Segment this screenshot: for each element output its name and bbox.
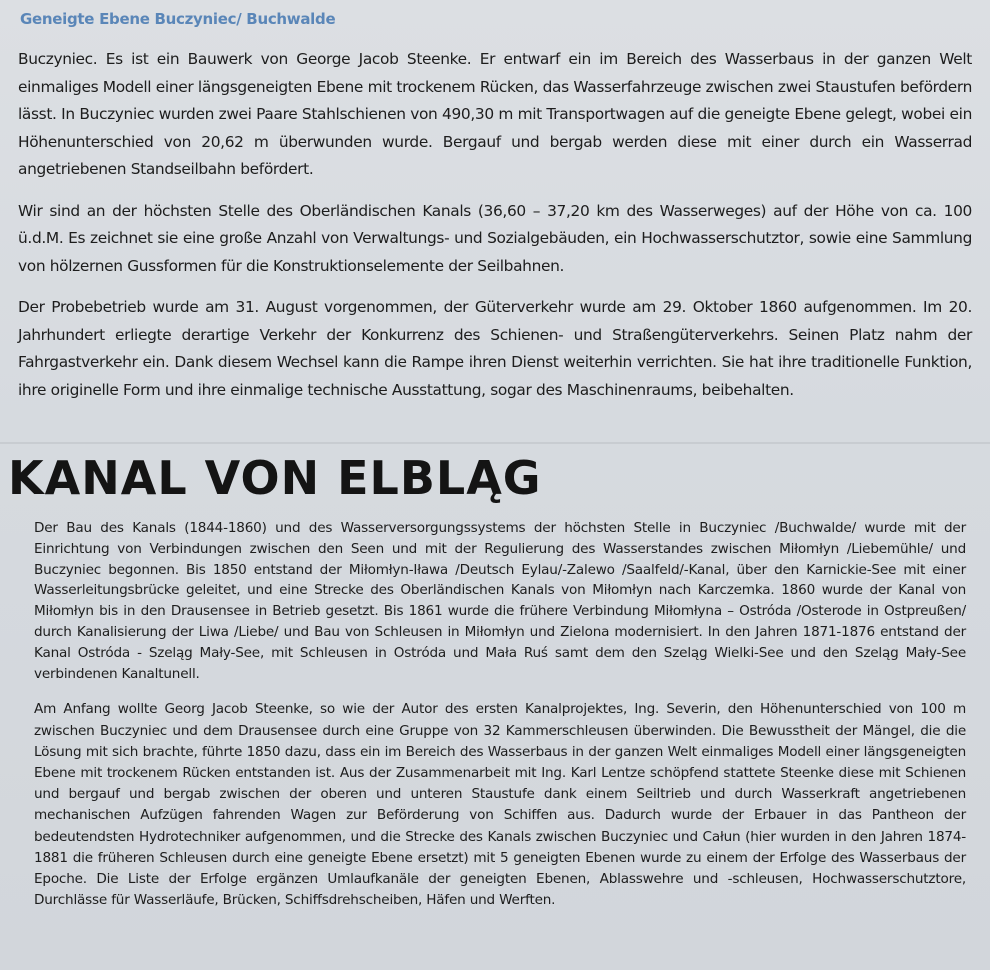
page-title: KANAL VON ELBLĄG — [8, 451, 542, 505]
paragraph-canal-construction: Der Bau des Kanals (1844-1860) und des Wasserversorgungssystems der höchsten Stelle in Buczyniec /Buchwalde/ wurde mit der Einrichtung von Verbindungen zwischen den Seen und mit der Regulierung des Wasserstandes zwischen Miłomłyn /Liebemühle/ und Buczyniec begonnen. Bis 1850 entstand der Miłomłyn-Iława /Deutsch Eylau/-Zalewo /Saalfeld/-Kanal, über den Karnickie-See mit einer Wasserleitungsbrücke geleitet, und eine Strecke des Oberländischen Kanals von Miłomłyn nach Karczemka. 1860 wurde der Kanal von Miłomłyn bis in den Drausensee in Betrieb gesetzt. Bis 1861 wurde die frühere Verbindung Miłomłyna – Ostróda /Osterode in Ostpreußen/ durch Kanalisierung der Liwa /Liebe/ und Bau von Schleusen in Miłomłyn und Zielona modernisiert. In den Jahren 1871-1876 entstand der Kanal Ostróda - Szeląg Mały-See, mit Schleusen in Ostróda und Mała Ruś samt dem den Szeląg Wielki-See und den Szeląg Mały-See verbindenen Kanaltunell. — [34, 520, 966, 682]
section-subtitle: Geneigte Ebene Buczyniec/ Buchwalde — [20, 10, 336, 28]
paragraph-steenke: Am Anfang wollte Georg Jacob Steenke, so wie der Autor des ersten Kanalprojektes, Ing. Severin, den Höhenunterschied von 100 m zwischen Buczyniec und dem Drausensee durch eine Gruppe von 32 Kammerschleusen überwinden. Die Bewusstheit der Mängel, die die Lösung mit sich brachte, führte 1850 dazu, dass ein im Bereich des Wasserbaus in der ganzen Welt einmaliges Modell einer längsgeneigten Ebene mit trockenem Rücken entstanden ist. Aus der Zusammenarbeit mit Ing. Karl Lentze schöpfend stattete Steenke diese mit Schienen und bergauf und bergab zwischen der oberen und unteren Staustufe dank einem Seiltrieb und durch Wasserkraft angetriebenen mechanischen Aufzügen fahrenden Wagen zur Beförderung von Schiffen aus. Dadurch wurde der Erbauer in das Pantheon der bedeutendsten Hydrotechniker aufgenommen, und die Strecke des Kanals zwischen Buczyniec und Całun (hier wurden in den Jahren 1874-1881 die früheren Schleusen durch eine geneigte Ebene ersetzt) mit 5 geneigten Ebenen wurde zu einem der Erfolge des Wasserbaus der Epoche. Die Liste der Erfolge ergänzen Umlaufkanäle der geneigten Ebenen, Ablasswehre und -schleusen, Hochwasserschutztore, Durchlässe für Wasserläufe, Brücken, Schiffsdrehscheiben, Häfen und Werften. — [34, 701, 966, 909]
top-section — [18, 10, 972, 418]
bottom-section — [34, 518, 966, 926]
paragraph-highest-point: Wir sind an der höchsten Stelle des Oberländischen Kanals (36,60 – 37,20 km des Wasserweges) auf der Höhe von ca. 100 ü.d.M. Es zeichnet sie eine große Anzahl von Verwaltungs- und Sozialgebäuden, ein Hochwasserschutztor, sowie eine Sammlung von hölzernen Gussformen für die Konstruktionselemente der Seilbahnen. — [18, 201, 972, 275]
section-divider — [0, 442, 990, 444]
paragraph-operation: Der Probebetrieb wurde am 31. August vorgenommen, der Güterverkehr wurde am 29. Oktober 1860 aufgenommen. Im 20. Jahrhundert erliegte derartige Verkehr der Konkurrenz des Schienen- und Straßengüterverkehrs. Seinen Platz nahm der Fahrgastverkehr ein. Dank diesem Wechsel kann die Rampe ihren Dienst weiterhin verrichten. Sie hat ihre traditionelle Funktion, ihre originelle Form und ihre einmalige technische Ausstattung, sogar des Maschinenraums, beibehalten. — [18, 298, 972, 399]
paragraph-buczyniec: Buczyniec. Es ist ein Bauwerk von George Jacob Steenke. Er entwarf ein im Bereich des Wasserbaus in der ganzen Welt einmaliges Modell einer längsgeneigten Ebene mit trockenem Rücken, das Wasserfahrzeuge zwischen zwei Staustufen befördern lässt. In Buczyniec wurden zwei Paare Stahlschienen von 490,30 m mit Transportwagen auf die geneigte Ebene gelegt, wobei ein Höhenunterschied von 20,62 m überwunden wurde. Bergauf und bergab werden diese mit einer durch ein Wasserrad angetriebenen Standseilbahn befördert. — [18, 50, 972, 178]
